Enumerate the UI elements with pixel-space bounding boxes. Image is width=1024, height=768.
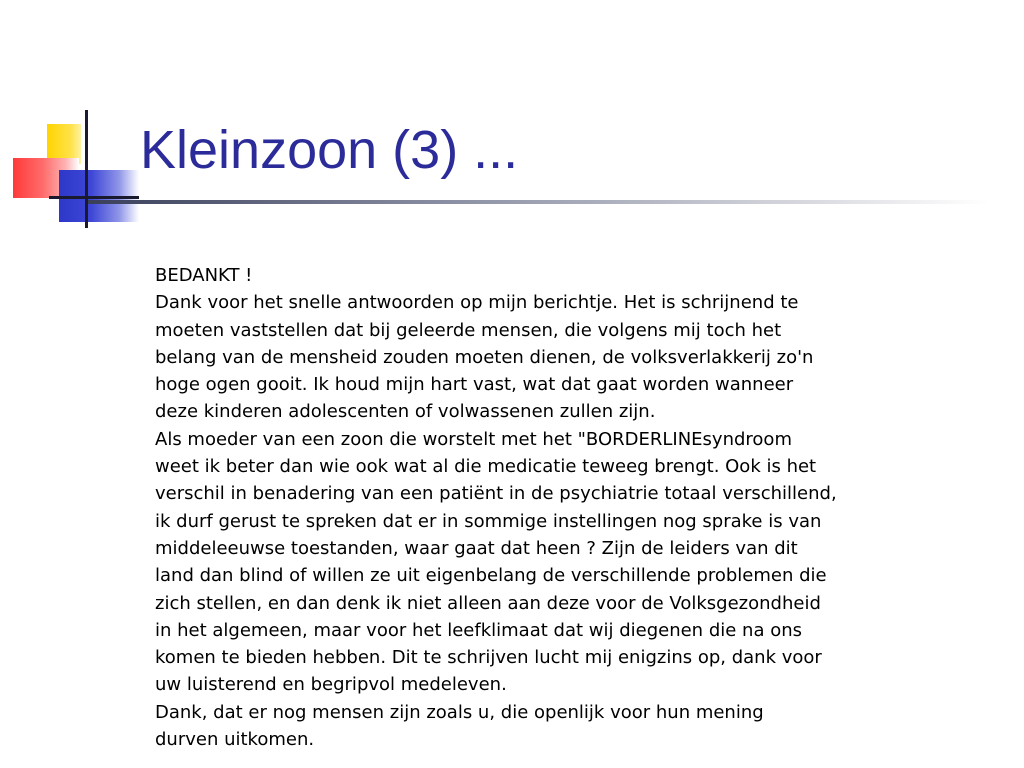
body-paragraph-2: Als moeder van een zoon die worstelt met het "BORDERLINEsyndroom weet ik beter dan wie ook wat al die medicatie teweeg brengt. Ook is het verschil in benadering van een patiënt in de psychiatrie totaal verschillend, ik durf gerust te spreken dat er in sommige instellingen nog sprake is van middeleeuwse toestanden, waar gaat dat heen ? Zijn de leiders van dit land dan blind of willen ze uit eigenbelang de verschillende problemen die zich stellen, en dan denk ik niet alleen aan deze voor de Volksgezondheid in het algemeen, maar voor het leefklimaat dat wij diegenen die na ons komen te bieden hebben. Dit te schrijven lucht mij enigzins op, dank voor uw luisterend en begripvol medeleven. <box>155 428 837 696</box>
slide-body <box>155 262 915 753</box>
logo-horizontal-line <box>49 196 139 199</box>
title-underline-rule <box>88 200 988 204</box>
body-paragraph-3: Dank, dat er nog mensen zijn zoals u, die openlijk voor hun mening durven uitkomen. <box>155 701 764 751</box>
body-paragraph-1: Dank voor het snelle antwoorden op mijn berichtje. Het is schrijnend te moeten vaststellen dat bij geleerde mensen, die volgens mij toch het belang van de mensheid zouden moeten dienen, de volksverlakkerij zo'n hoge ogen gooit. Ik houd mijn hart vast, wat dat gaat worden wanneer deze kinderen adolescenten of volwassenen zullen zijn. <box>155 292 814 423</box>
logo-vertical-line <box>85 110 88 228</box>
slide-title: Kleinzoon (3) ... <box>140 120 519 180</box>
body-paragraph-thanks: BEDANKT ! <box>155 265 253 286</box>
